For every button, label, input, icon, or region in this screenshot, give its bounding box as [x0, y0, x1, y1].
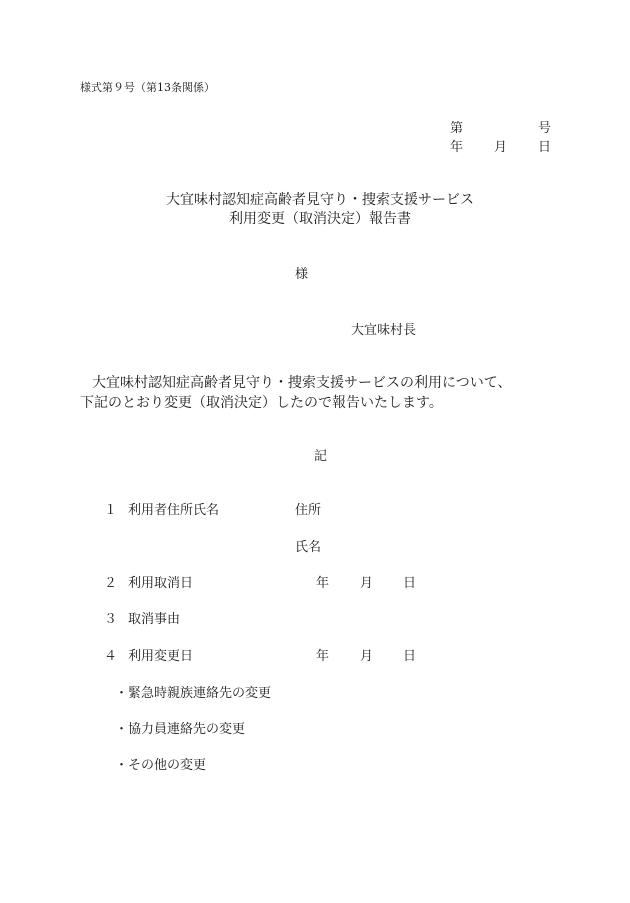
item-label: 利用取消日 — [128, 576, 194, 591]
doc-number-prefix: 第 — [450, 121, 464, 136]
item-number: １ — [104, 503, 118, 518]
change-date-month: 月 — [360, 649, 374, 664]
item-label: 利用者住所氏名 — [128, 503, 220, 518]
change-date-year: 年 — [316, 649, 330, 664]
item-number: ２ — [104, 576, 118, 591]
doc-number-suffix: 号 — [538, 121, 552, 136]
document-title-line1: 大宜味村認知症高齢者見守り・捜索支援サービス — [166, 192, 474, 208]
address-label: 住所 — [295, 503, 322, 518]
name-label: 氏名 — [295, 540, 322, 555]
bullet-cooperator-contact-change: ・協力員連絡先の変更 — [115, 722, 246, 737]
item-3 — [0, 608, 630, 628]
body-line2: 下記のとおり変更（取消決定）したので報告いたします。 — [80, 395, 443, 411]
item-4 — [0, 645, 630, 665]
doc-date-month: 月 — [494, 140, 508, 155]
item-label: 取消事由 — [128, 612, 181, 627]
body-line1: 大宜味村認知症高齢者見守り・捜索支援サービスの利用について、 — [92, 375, 512, 391]
document-title-line2: 利用変更（取消決定）報告書 — [229, 211, 411, 227]
ki-heading: 記 — [314, 449, 328, 464]
doc-date-day: 日 — [538, 140, 552, 155]
document-number — [450, 117, 550, 135]
cancel-date-day: 日 — [403, 576, 417, 591]
document-date — [450, 136, 550, 154]
doc-date-year: 年 — [450, 140, 464, 155]
change-date-day: 日 — [403, 649, 417, 664]
addressee: 様 — [295, 267, 309, 282]
item-label: 利用変更日 — [128, 649, 194, 664]
item-number: ３ — [104, 612, 118, 627]
cancel-date-month: 月 — [360, 576, 374, 591]
cancel-date-year: 年 — [316, 576, 330, 591]
form-number: 様式第９号（第13条関係） — [80, 81, 215, 94]
item-2 — [0, 572, 630, 592]
sender: 大宜味村長 — [351, 323, 417, 338]
bullet-other-change: ・その他の変更 — [115, 758, 207, 773]
bullet-emergency-contact-change: ・緊急時親族連絡先の変更 — [115, 686, 272, 701]
item-number: ４ — [104, 649, 118, 664]
item-1 — [0, 499, 630, 559]
